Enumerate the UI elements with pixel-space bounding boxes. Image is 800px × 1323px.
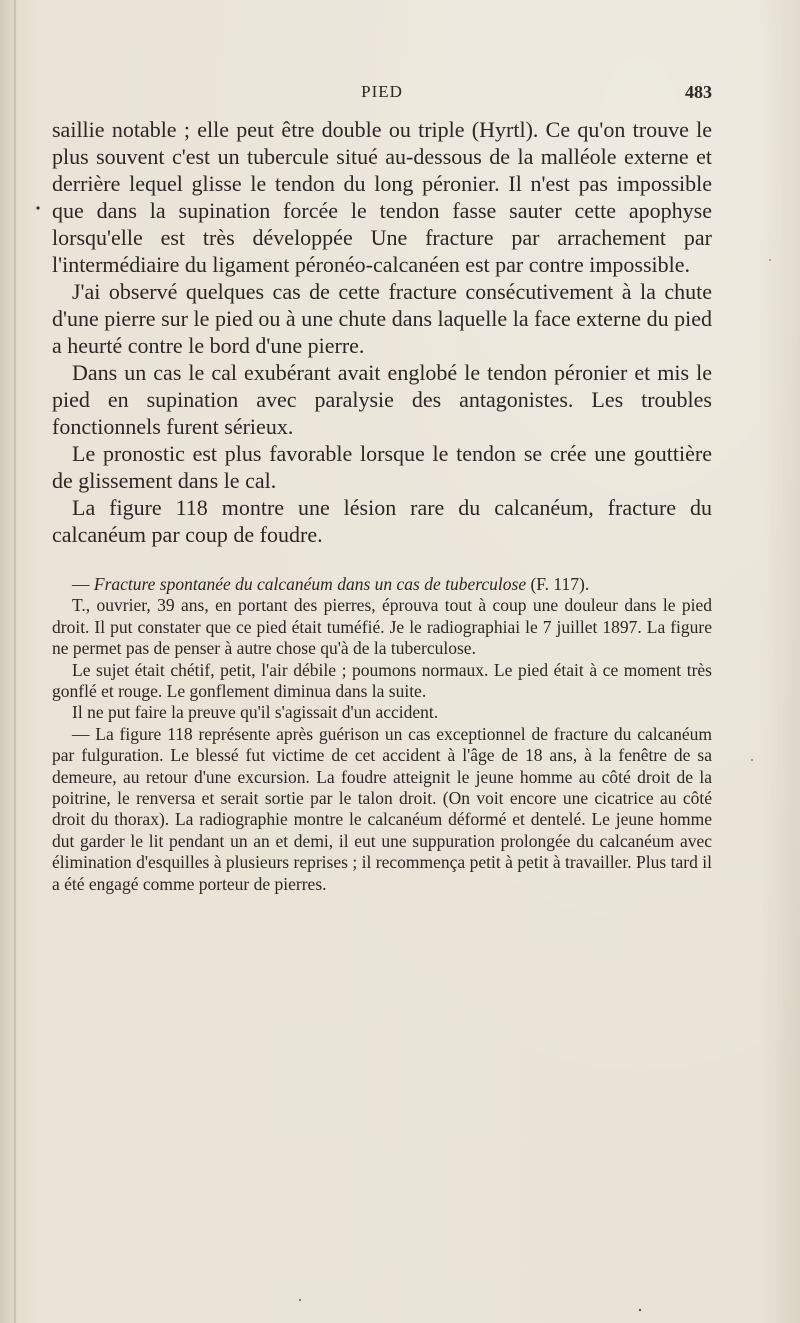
case-paragraph: Le sujet était chétif, petit, l'air débile ; poumons normaux. Le pied était à ce moment très gonflé et rouge. Le gonflement diminua dans la suite. [52,659,712,702]
body-paragraph: saillie notable ; elle peut être double ou triple (Hyrtl). Ce qu'on trouve le plus souvent c'est un tubercule situé au-dessous de la malléole externe et derrière lequel glisse le tendon du long péronier. Il n'est pas impossible que dans la supination forcée le tendon fasse sauter cette apophyse lorsqu'elle est très développée Une fracture par arrachement par l'intermédiaire du ligament péronéo-calcanéen est par contre impossible. [52,117,712,277]
case-paragraph: Il ne put faire la preuve qu'il s'agissait d'un accident. [72,702,439,723]
page-header [52,82,712,106]
case-heading-suffix: (F. 117). [526,574,590,594]
running-head: PIED [361,82,403,101]
case-paragraph: — La figure 118 représente après guérison un cas exceptionnel de fracture du calcanéum par fulguration. Le blessé fut victime de cet accident à l'âge de 18 ans, à la fenêtre de sa demeure, au retour d'une excursion. La foudre atteignit le jeune homme au côté droit de la poitrine, le renversa et serait sortie par le talon droit. (On voit encore une cicatrice au côté droit du thorax). La radiographie montre le calcanéum déformé et dentelé. Le jeune homme dut garder le lit pendant un an et demi, il eut une suppuration prolongée du calcanéum avec élimination d'esquilles à plusieurs reprises ; il recommença petit à petit à travailler. Plus tard il a été engagé comme porteur de pierres. [52,723,712,894]
case-paragraph: T., ouvrier, 39 ans, en portant des pierres, éprouva tout à coup une douleur dans le pied droit. Il put constater que ce pied était tuméfié. Je le radiographiai le 7 juillet 1897. La figure ne permet pas de penser à autre chose qu'à de la tuberculose. [52,595,712,659]
body-paragraph: Dans un cas le cal exubérant avait englobé le tendon péronier et mis le pied en supination avec paralysie des antagonistes. Les troubles fonctionnels furent sérieux. [52,360,712,439]
body-paragraph: J'ai observé quelques cas de cette fracture consécutivement à la chute d'une pierre sur le pied ou à une chute dans laquelle la face externe du pied a heurté contre le bord d'une pierre. [52,279,712,358]
page-number: 483 [685,82,712,102]
page-body [52,116,712,895]
body-paragraph: Le pronostic est plus favorable lorsque le tendon se crée une gouttière de glissement dans le cal. [52,441,712,493]
section-gap [52,548,712,574]
case-heading-title: Fracture spontanée du calcanéum dans un cas de tuberculose [93,574,527,594]
case-heading-prefix: — [72,574,94,594]
case-heading [52,574,712,595]
page-fold-shadow [14,0,16,1323]
body-paragraph: La figure 118 montre une lésion rare du calcanéum, fracture du calcanéum par coup de foudre. [52,495,712,547]
